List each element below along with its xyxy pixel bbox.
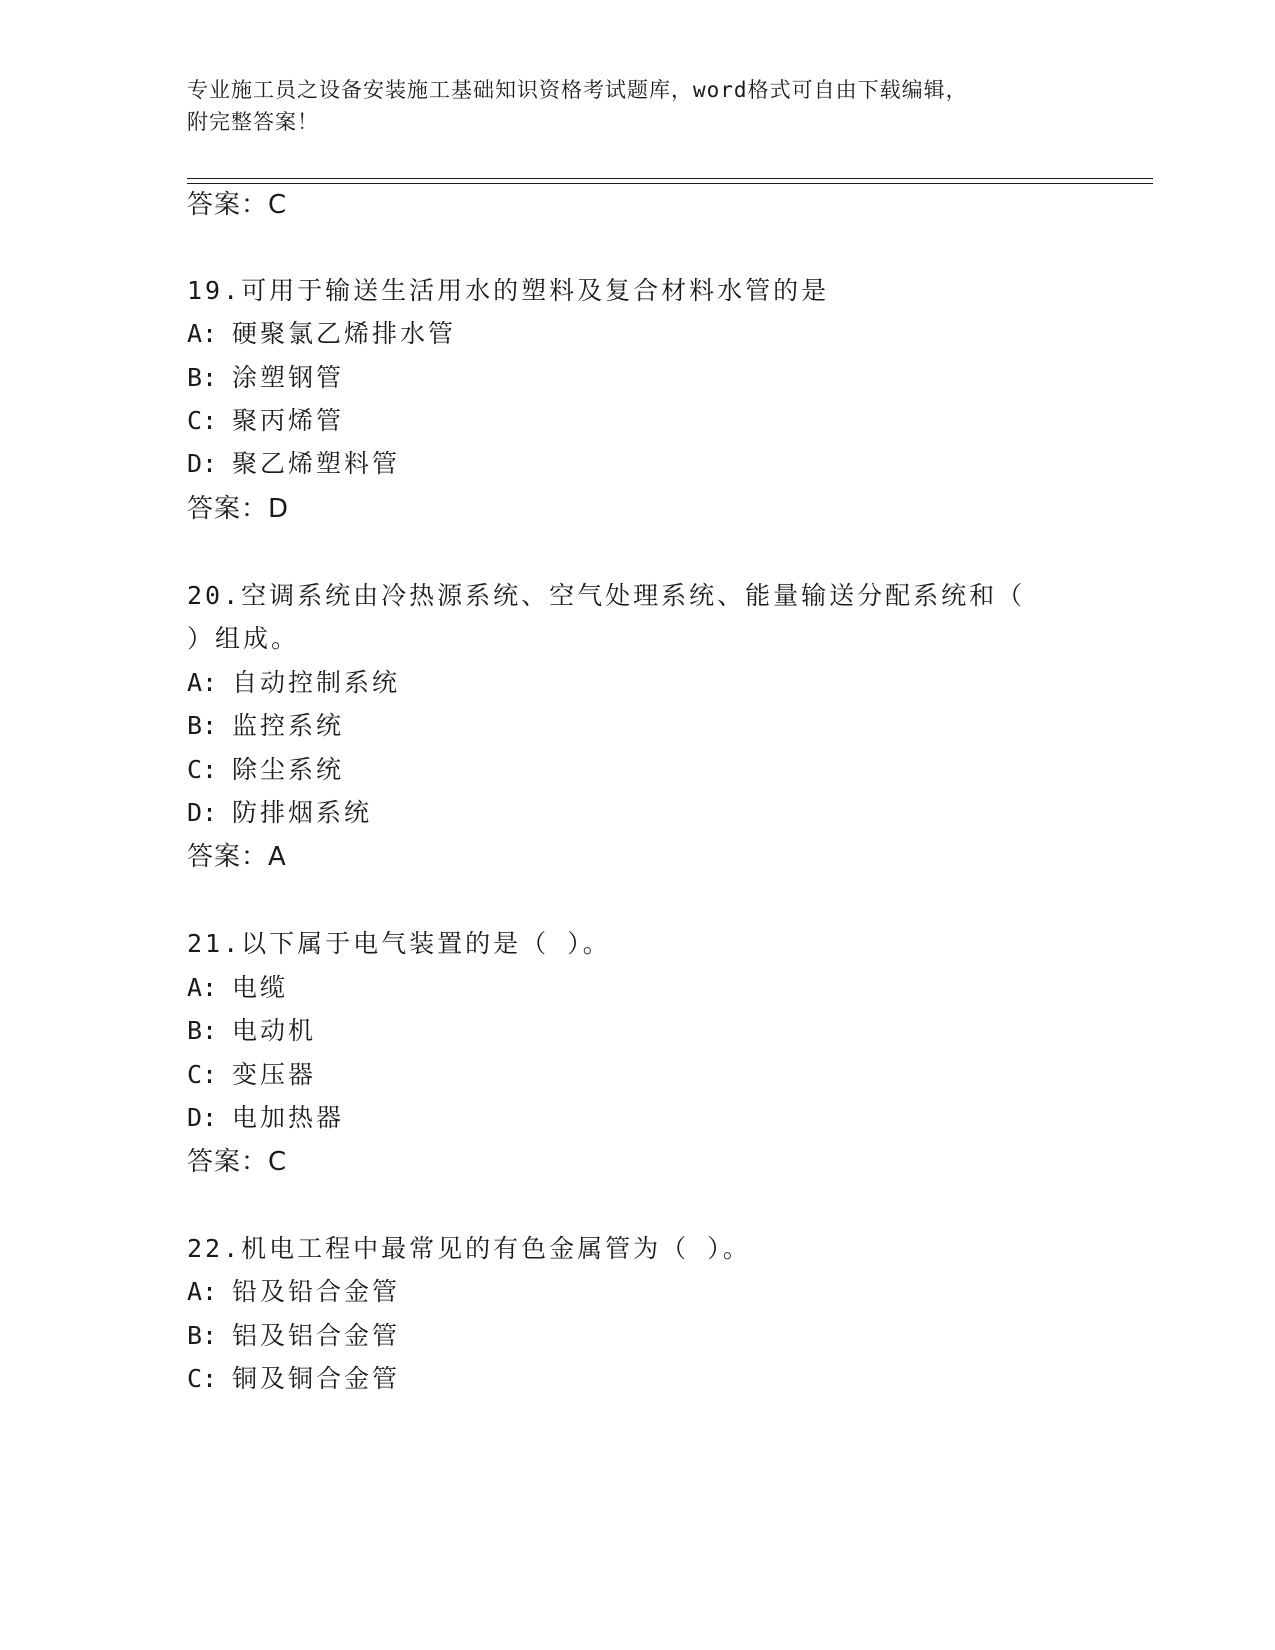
option-text: 聚乙烯塑料管 <box>232 449 401 478</box>
question-21-option-a <box>187 973 288 1003</box>
option-text: 变压器 <box>232 1060 317 1089</box>
option-label: B: <box>187 1321 218 1350</box>
option-text: 电动机 <box>232 1016 317 1045</box>
option-label: A: <box>187 973 218 1002</box>
answer-value: C <box>268 190 288 220</box>
option-label: C: <box>187 1060 218 1089</box>
option-text: 铜及铜合金管 <box>232 1364 401 1393</box>
answer-label: 答案： <box>187 842 269 872</box>
answer-label: 答案： <box>187 1147 269 1177</box>
question-19-stem: 19.可用于输送生活用水的塑料及复合材料水管的是 <box>187 276 830 305</box>
answer-value: D <box>268 494 290 524</box>
answer-line-20 <box>187 842 287 872</box>
answer-value: A <box>268 842 287 872</box>
option-text: 电缆 <box>232 973 289 1002</box>
answer-value: C <box>268 1147 288 1177</box>
answer-line-18 <box>187 190 287 220</box>
header-line-2: 附完整答案！ <box>187 110 319 134</box>
question-22-option-b <box>187 1321 400 1351</box>
answer-line-19 <box>187 494 289 524</box>
option-text: 铝及铝合金管 <box>232 1321 401 1350</box>
question-20-option-b <box>187 711 344 741</box>
question-19-option-b <box>187 363 344 393</box>
question-20-stem-continued: ）组成。 <box>187 624 300 653</box>
option-label: D: <box>187 1103 218 1132</box>
option-label: B: <box>187 363 218 392</box>
option-label: C: <box>187 1364 218 1393</box>
question-20-option-c <box>187 755 344 785</box>
question-21-option-b <box>187 1016 316 1046</box>
option-label: A: <box>187 668 218 697</box>
option-text: 防排烟系统 <box>232 798 373 827</box>
option-label: D: <box>187 449 218 478</box>
header-divider-bottom <box>187 183 1153 184</box>
question-19-option-c <box>187 406 344 436</box>
option-label: A: <box>187 319 218 348</box>
question-19-option-d <box>187 449 400 479</box>
question-19-option-a <box>187 319 456 349</box>
option-text: 电加热器 <box>232 1103 345 1132</box>
option-text: 监控系统 <box>232 711 345 740</box>
option-text: 硬聚氯乙烯排水管 <box>232 319 457 348</box>
option-label: A: <box>187 1277 218 1306</box>
question-21-option-c <box>187 1060 316 1090</box>
option-text: 聚丙烯管 <box>232 406 345 435</box>
option-label: B: <box>187 711 218 740</box>
answer-line-21 <box>187 1147 287 1177</box>
question-22-option-a <box>187 1277 400 1307</box>
option-label: D: <box>187 798 218 827</box>
option-text: 除尘系统 <box>232 755 345 784</box>
option-text: 铅及铅合金管 <box>232 1277 401 1306</box>
answer-label: 答案： <box>187 494 269 524</box>
question-21-stem: 21.以下属于电气装置的是（ ）。 <box>187 929 611 958</box>
question-21-option-d <box>187 1103 344 1133</box>
question-20-stem: 20.空调系统由冷热源系统、空气处理系统、能量输送分配系统和（ <box>187 581 1026 610</box>
option-label: B: <box>187 1016 218 1045</box>
header-line-1: 专业施工员之设备安装施工基础知识资格考试题库，word格式可自由下载编辑， <box>187 78 968 102</box>
option-label: C: <box>187 406 218 435</box>
question-22-stem: 22.机电工程中最常见的有色金属管为（ ）。 <box>187 1234 751 1263</box>
document-header <box>187 74 1067 138</box>
header-divider-top <box>187 178 1153 179</box>
question-22-option-c <box>187 1364 400 1394</box>
question-20-option-d <box>187 798 372 828</box>
option-text: 自动控制系统 <box>232 668 401 697</box>
option-label: C: <box>187 755 218 784</box>
answer-label: 答案： <box>187 190 269 220</box>
question-20-option-a <box>187 668 400 698</box>
option-text: 涂塑钢管 <box>232 363 345 392</box>
